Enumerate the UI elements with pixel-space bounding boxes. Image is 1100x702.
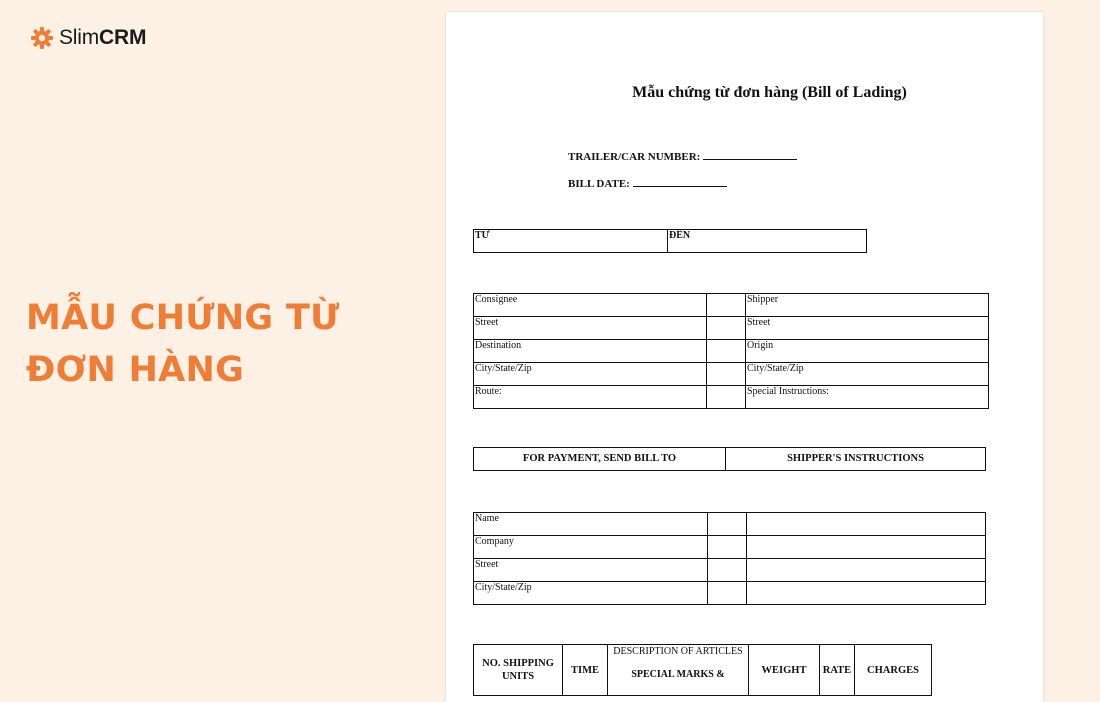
gear-icon [30,26,54,50]
blank-cell [747,513,986,536]
blank-cell [747,559,986,582]
headline-line-2: ĐƠN HÀNG [26,350,245,390]
weight-header: WEIGHT [749,645,820,696]
spacer-cell [708,559,747,582]
table-row [474,340,989,363]
trailer-number-label: TRAILER/CAR NUMBER: [568,151,701,163]
rate-header: RATE [820,645,855,696]
headline-line-1: MẪU CHỨNG TỪ [26,298,340,338]
spacer-cell [707,317,746,340]
table-row [474,363,989,386]
shipper-city-cell: City/State/Zip [746,363,989,386]
spacer-cell [707,294,746,317]
brand-name-regular: Slim [59,26,100,49]
bill-date-blank [633,177,727,187]
special-instructions-cell: Special Instructions: [746,386,989,409]
spacer-cell [708,582,747,605]
consignee-cell: Consignee [474,294,707,317]
table-row [474,559,986,582]
payment-table [473,447,986,471]
route-table [473,229,867,253]
table-row [474,536,986,559]
consignee-city-cell: City/State/Zip [474,363,707,386]
spacer-cell [708,513,747,536]
document-title: Mẫu chứng từ đơn hàng (Bill of Lading) [632,84,907,101]
company-cell: Company [474,536,708,559]
trailer-number-field [568,150,797,163]
bill-date-label: BILL DATE: [568,178,630,190]
table-row [474,582,986,605]
items-table [473,644,932,696]
description-header-line-2: SPECIAL MARKS & [631,669,725,680]
spacer-cell [707,340,746,363]
spacer-cell [707,363,746,386]
blank-cell [747,536,986,559]
brand-name-bold: CRM [99,26,147,49]
brand-logo [30,26,146,50]
city-state-zip-cell: City/State/Zip [474,582,708,605]
table-row [474,513,986,536]
brand-name [59,26,146,50]
route-cell: Route: [474,386,707,409]
payment-bill-to-cell: FOR PAYMENT, SEND BILL TO [474,448,726,471]
time-header: TIME [563,645,608,696]
consignee-street-cell: Street [474,317,707,340]
parties-table [473,293,989,409]
trailer-number-blank [703,150,797,160]
charges-header: CHARGES [855,645,932,696]
document-page [446,12,1043,702]
shipper-instructions-cell: SHIPPER'S INSTRUCTIONS [726,448,986,471]
spacer-cell [707,386,746,409]
table-row [474,386,989,409]
page-headline [26,292,340,396]
blank-cell [747,582,986,605]
bill-date-field [568,177,727,190]
destination-cell: Destination [474,340,707,363]
origin-cell: Origin [746,340,989,363]
description-header-line-1: DESCRIPTION OF ARTICLES [613,646,743,657]
from-cell: TỪ [474,230,668,253]
table-row [474,317,989,340]
street-cell: Street [474,559,708,582]
billing-table [473,512,986,605]
to-cell: ĐẾN [668,230,867,253]
name-cell: Name [474,513,708,536]
shipping-units-header: NO. SHIPPING UNITS [474,645,563,696]
table-row [474,294,989,317]
shipper-cell: Shipper [746,294,989,317]
spacer-cell [708,536,747,559]
shipper-street-cell: Street [746,317,989,340]
